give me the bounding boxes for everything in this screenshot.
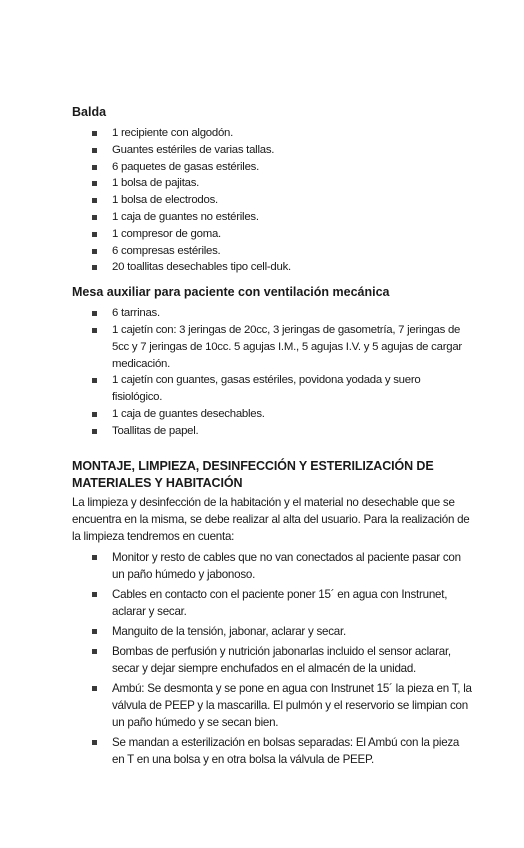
limpieza-list — [72, 549, 472, 768]
list-item: 6 compresas estériles. — [112, 243, 472, 260]
list-item: 6 paquetes de gasas estériles. — [112, 159, 472, 176]
list-item: Bombas de perfusión y nutrición jabonarlas incluido el sensor aclarar, secar y dejar siempre enchufados en el almacén de la unidad. — [112, 643, 472, 677]
list-item: 1 cajetín con: 3 jeringas de 20cc, 3 jeringas de gasometría, 7 jeringas de 5cc y 7 jeringas de 10cc. 5 agujas I.M., 5 agujas I.V. y 5 agujas de cargar medicación. — [112, 322, 472, 372]
mesa-auxiliar-heading: Mesa auxiliar para paciente con ventilación mecánica — [72, 285, 390, 300]
list-item: 6 tarrinas. — [112, 305, 472, 322]
list-item: Ambú: Se desmonta y se pone en agua con Instrunet 15´ la pieza en T, la válvula de PEEP y la mascarilla. El pulmón y el reservorio se limpian con un paño húmedo y se secan bien. — [112, 681, 472, 729]
list-item: 1 cajetín con guantes, gasas estériles, povidona yodada y suero fisiológico. — [112, 372, 472, 406]
list-item: 1 caja de guantes desechables. — [112, 406, 472, 423]
list-item: 1 recipiente con algodón. — [112, 125, 472, 142]
list-item: Se mandan a esterilización en bolsas separadas: El Ambú con la pieza en T en una bolsa y en otra bolsa la válvula de PEEP. — [112, 734, 472, 768]
mesa-auxiliar-list — [72, 305, 472, 439]
list-item: 1 caja de guantes no estériles. — [112, 209, 472, 226]
list-item: 20 toallitas desechables tipo cell-duk. — [112, 259, 472, 276]
balda-heading: Balda — [72, 105, 107, 119]
intro-paragraph: La limpieza y desinfección de la habitación y el material no desechable que se encuentra en la misma, se debe realizar al alta del usuario. Para la realización de la limpieza tendremos en cuenta: — [72, 495, 470, 543]
list-item: Cables en contacto con el paciente poner 15´ en agua con Instrunet, aclarar y secar. — [112, 586, 472, 620]
list-item: Toallitas de papel. — [112, 423, 472, 440]
list-item: 1 bolsa de pajitas. — [112, 175, 472, 192]
list-item: Monitor y resto de cables que no van conectados al paciente pasar con un paño húmedo y jabonoso. — [112, 549, 472, 583]
list-item: Guantes estériles de varias tallas. — [112, 142, 472, 159]
section-title: MONTAJE, LIMPIEZA, DESINFECCIÓN Y ESTERILIZACIÓN DE MATERIALES Y HABITACIÓN — [72, 458, 434, 490]
list-item: 1 bolsa de electrodos. — [112, 192, 472, 209]
list-item: Manguito de la tensión, jabonar, aclarar y secar. — [112, 623, 472, 640]
document-page — [72, 104, 472, 771]
balda-list — [72, 125, 472, 276]
list-item: 1 compresor de goma. — [112, 226, 472, 243]
